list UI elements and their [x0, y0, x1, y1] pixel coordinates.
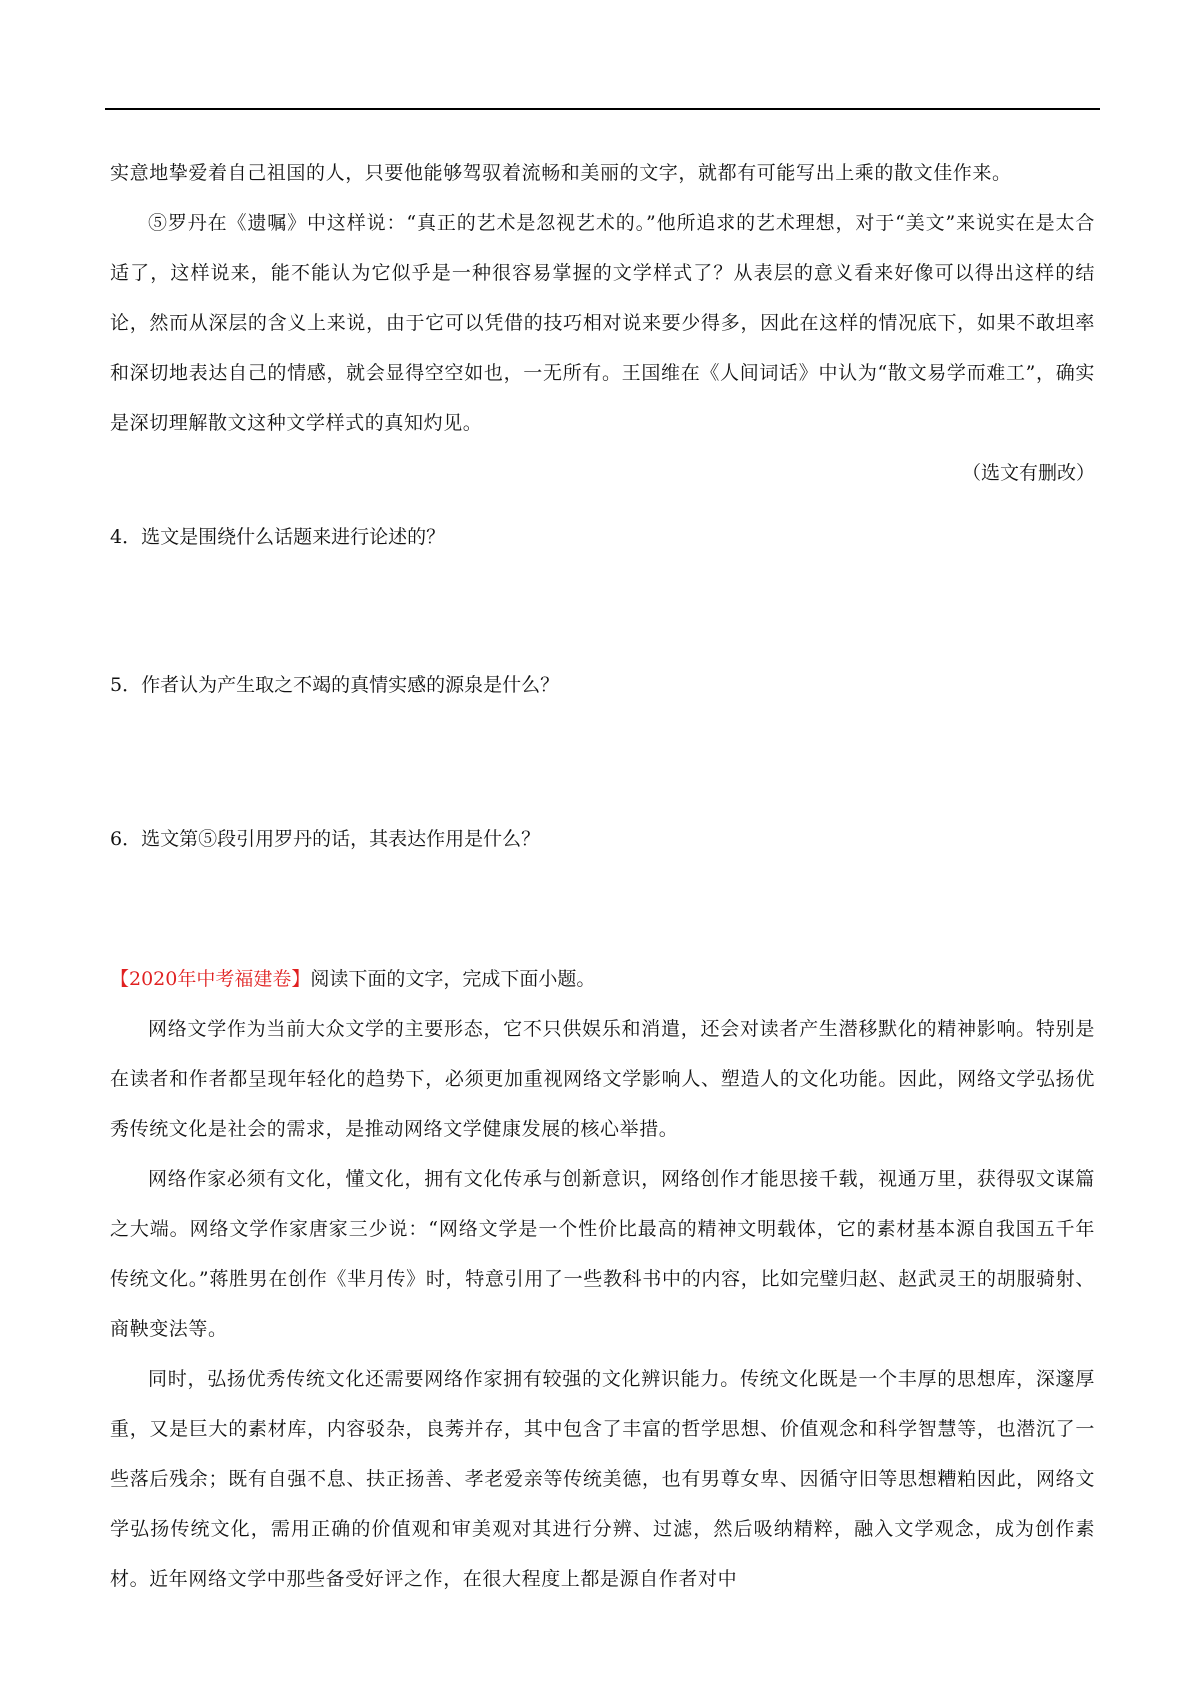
section2-instruction: 阅读下面的文字，完成下面小题。 — [310, 968, 596, 990]
question-5: 5．作者认为产生取之不竭的真情实感的源泉是什么？ — [110, 674, 560, 696]
answer-space-4 — [110, 562, 1095, 646]
question-6: 6．选文第⑤段引用罗丹的话，其表达作用是什么？ — [110, 828, 541, 850]
passage1-paragraph-5: ⑤罗丹在《遗嘱》中这样说：“真正的艺术是忽视艺术的。”他所追求的艺术理想，对于“美文”来说实在是太合适了，这样说来，能不能认为它似乎是一种很容易掌握的文学样式了？从表层的意义看来好像可以得出这样的结论，然而从深层的含义上来说，由于它可以凭借的技巧相对说来要少得多，因此在这样的情况底下，如果不敢坦率和深切地表达自己的情感，就会显得空空如也，一无所有。王国维在《人间词话》中认为“散文易学而难工”，确实是深切理解散文这种文学样式的真知灼见。 — [110, 212, 1095, 434]
section2-paragraph-2: 网络作家必须有文化，懂文化，拥有文化传承与创新意识，网络创作才能思接千载，视通万里，获得驭文谋篇之大端。网络文学作家唐家三少说：“网络文学是一个性价比最高的精神文明载体，它的素材基本源自我国五千年传统文化。”蒋胜男在创作《芈月传》时，特意引用了一些教科书中的内容，比如完璧归赵、赵武灵王的胡服骑射、商鞅变法等。 — [110, 1168, 1095, 1340]
answer-space-6 — [110, 864, 1095, 954]
answer-space-5 — [110, 710, 1095, 800]
header-rule — [105, 108, 1100, 110]
passage1-paragraph-continuation: 实意地挚爱着自己祖国的人，只要他能够驾驭着流畅和美丽的文字，就都有可能写出上乘的散文佳作来。 — [110, 162, 1012, 184]
question-4: 4．选文是围绕什么话题来进行论述的？ — [110, 526, 446, 548]
section2-paragraph-3: 同时，弘扬优秀传统文化还需要网络作家拥有较强的文化辨识能力。传统文化既是一个丰厚的思想库，深邃厚重，又是巨大的素材库，内容驳杂，良莠并存，其中包含了丰富的哲学思想、价值观念和科学智慧等，也潜沉了一些落后残余；既有自强不息、扶正扬善、孝老爱亲等传统美德，也有男尊女卑、因循守旧等思想糟粕因此，网络文学弘扬传统文化，需用正确的价值观和审美观对其进行分辨、过滤，然后吸纳精粹，融入文学观念，成为创作素材。近年网络文学中那些备受好评之作，在很大程度上都是源自作者对中 — [110, 1368, 1095, 1590]
source-note: （选文有删改） — [961, 462, 1095, 484]
section2-paragraph-1: 网络文学作为当前大众文学的主要形态，它不只供娱乐和消遣，还会对读者产生潜移默化的精神影响。特别是在读者和作者都呈现年轻化的趋势下，必须更加重视网络文学影响人、塑造人的文化功能。因此，网络文学弘扬优秀传统文化是社会的需求，是推动网络文学健康发展的核心举措。 — [110, 1018, 1095, 1140]
exam-source-tag: 【2020年中考福建卷】 — [110, 968, 311, 990]
document-body — [110, 148, 1095, 1604]
section2-header — [110, 954, 1095, 1004]
